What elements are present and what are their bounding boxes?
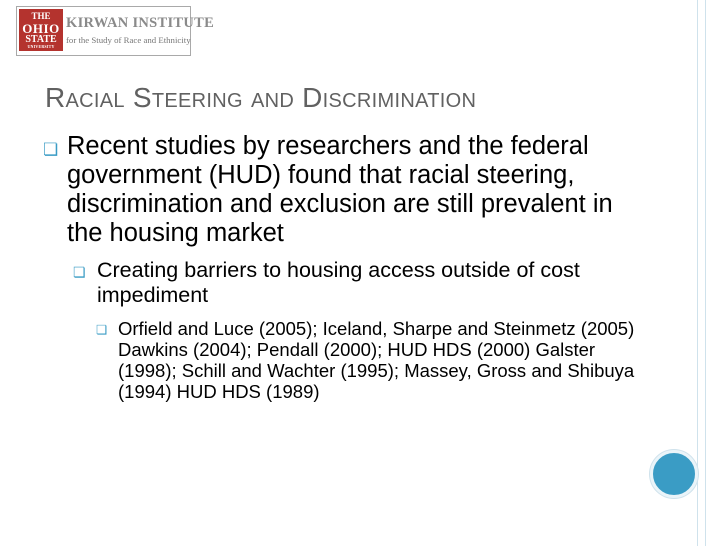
checkbox-bullet-icon: ❏ [43, 140, 59, 159]
decorative-rule [697, 0, 698, 546]
logo-name: KIRWAN INSTITUTE [66, 15, 215, 31]
bullet-level-3: Orfield and Luce (2005); Iceland, Sharpe and Steinmetz (2005) Dawkins (2004); Pendall (2000); HUD HDS (2000) Galster (1998); Schill and Wachter (1995); Massey, Gross and Shibuya (1994) HUD HDS (1989) [118, 318, 635, 402]
decorative-circle [650, 450, 698, 498]
seal-line: STATE [25, 34, 57, 45]
seal-line: THE [31, 11, 51, 21]
kirwan-institute-logo [16, 6, 215, 56]
bullet-level-1: Recent studies by researchers and the federal government (HUD) found that racial steering, discrimination and exclusion are still prevalent in the housing market [67, 132, 613, 247]
bullet-level-2: Creating barriers to housing access outside of cost impediment [97, 258, 580, 307]
ohio-state-seal [19, 9, 63, 51]
seal-line: OHIO [22, 21, 60, 36]
slide-title: Racial Steering and Discrimination [45, 82, 477, 113]
checkbox-bullet-icon: ❏ [73, 264, 86, 280]
seal-line: UNIVERSITY [27, 44, 55, 49]
decorative-rule [705, 0, 706, 546]
logo-tagline: for the Study of Race and Ethnicity [66, 35, 191, 45]
checkbox-bullet-icon: ❏ [96, 323, 108, 337]
